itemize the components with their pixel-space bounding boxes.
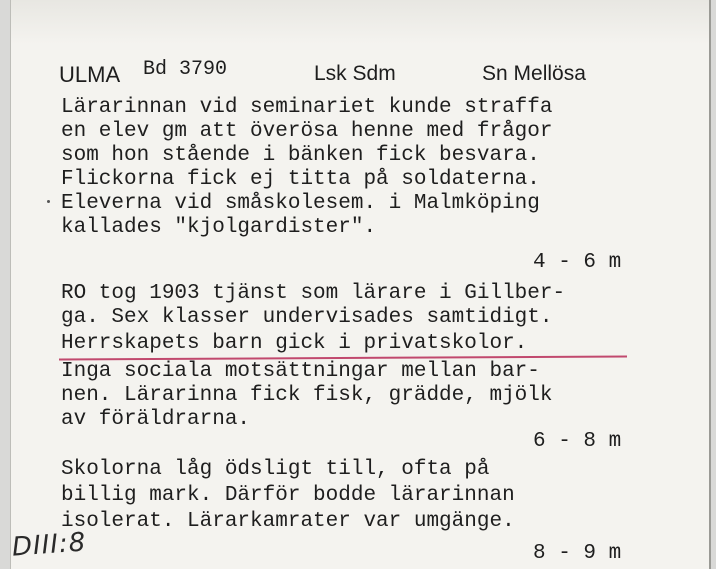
text-line: av föräldrarna. — [61, 408, 251, 431]
text-line: Inga sociala motsättningar mellan bar- — [61, 360, 540, 383]
page-range: 6 - 8 m — [533, 430, 622, 453]
text-line: RO tog 1903 tjänst som lärare i Gillber- — [61, 282, 566, 305]
shelf-mark: DIII:8 — [11, 527, 88, 563]
text-line: Lärarinnan vid seminariet kunde straffa — [61, 96, 553, 119]
card-header — [11, 58, 709, 88]
text-line: Skolorna låg ödsligt till, ofta på — [61, 458, 490, 481]
text-line: billig mark. Därför bodde lärarinnan — [61, 484, 515, 507]
page-range: 8 - 9 m — [533, 542, 622, 565]
text-line: nen. Lärarinna fick fisk, grädde, mjölk — [61, 384, 553, 407]
archive-name: ULMA — [59, 62, 121, 87]
text-line: en elev gm att överösa henne med frågor — [61, 120, 553, 143]
ink-speck — [47, 200, 50, 203]
text-line: som hon stående i bänken fick besvara. — [61, 144, 540, 167]
archive-card — [10, 0, 711, 569]
page-range: 4 - 6 m — [533, 251, 622, 274]
text-line: Herrskapets barn gick i privatskolor. — [61, 332, 528, 355]
text-line: Flickorna fick ej titta på soldaterna. — [61, 168, 540, 191]
text-line: isolerat. Lärarkamrater var umgänge. — [61, 510, 515, 533]
text-line: kallades "kjolgardister". — [61, 216, 377, 239]
province-label: Lsk Sdm — [314, 62, 396, 85]
record-number: Bd 3790 — [143, 58, 228, 81]
text-line: Eleverna vid småskolesem. i Malmköping — [61, 192, 540, 215]
parish-label: Sn Mellösa — [482, 62, 586, 85]
text-line: ga. Sex klasser undervisades samtidigt. — [61, 306, 553, 329]
